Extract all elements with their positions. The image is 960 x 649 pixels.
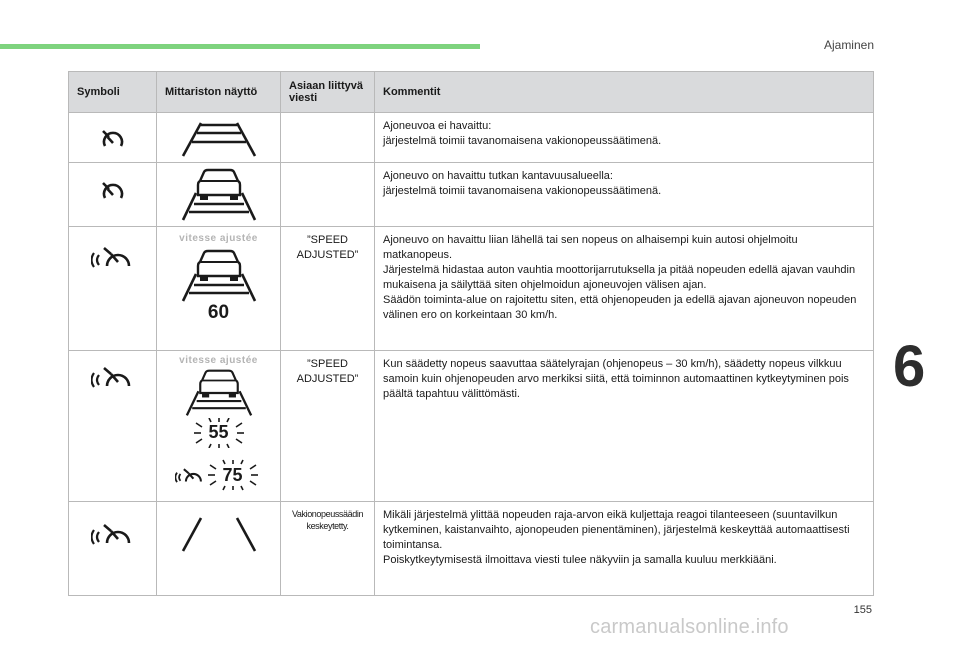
message-cell: ”SPEED ADJUSTED”	[281, 351, 375, 502]
display-banner: vitesse ajustée	[179, 233, 258, 244]
message-text: Vakionopeussäädin keskeytetty.	[291, 509, 364, 531]
table-row	[69, 351, 874, 502]
display-speed: 55	[208, 422, 229, 442]
comment-line: Ajoneuvo on havaittu liian lähellä tai sen nopeus on alhaisempi kuin autosi ohjelmoitu matkanopeus.	[383, 234, 798, 261]
message-cell	[281, 113, 375, 163]
comment-line: Mikäli järjestelmä ylittää nopeuden raja-arvon eikä kuljettaja reagoi tilanteeseen (suuntavilkun kytkeminen, kaistanvaihto, ajonopeuden pienentäminen), järjestelmä keskeyttää automaattisesti toimintansa.	[383, 509, 850, 551]
page-number: 155	[853, 604, 872, 616]
column-header-comments: Kommentit	[375, 72, 874, 113]
column-header-display: Mittariston näyttö	[157, 72, 281, 113]
display-cell	[157, 351, 281, 502]
display-cell	[157, 163, 281, 227]
comment-cell	[375, 227, 874, 351]
comment-line: järjestelmä toimii tavanomaisena vakionopeussäätimenä.	[383, 185, 662, 197]
symbol-cell	[69, 113, 157, 163]
comment-line: järjestelmä toimii tavanomaisena vakionopeussäätimenä.	[383, 135, 662, 147]
adaptive-cruise-control-icon	[175, 464, 205, 488]
table-row	[69, 502, 874, 596]
table-header-row	[69, 72, 874, 113]
lane-with-vehicle-icon	[169, 368, 269, 418]
comment-cell	[375, 502, 874, 596]
comment-line: Kun säädetty nopeus saavuttaa säätelyrajan (ohjenopeus – 30 km/h), säädetty nopeus vilkkuu samoin kuin ohjenopeuden arvo merkiksi siitä, että toiminnon automaattinen kytkeytyminen pois päältä tapahtuu välittömästi.	[383, 358, 849, 400]
symbol-cell	[69, 227, 157, 351]
comment-line: Ajoneuvo on havaittu tutkan kantavuusalueella:	[383, 170, 613, 182]
comment-line: Poiskytkeytymisestä ilmoittava viesti tulee näkyviin ja samalla kuuluu merkkiääni.	[383, 554, 777, 566]
display-cell	[157, 502, 281, 596]
symbol-cell	[69, 351, 157, 502]
comment-line: Järjestelmä hidastaa auton vauhtia moottorijarrutuksella ja pitää nopeuden edellä ajavan vauhdin mukaisena ja säilyttää siten ohjelmoidun ajoneuvojen välisen ajan.	[383, 264, 856, 291]
comment-line: Säädön toiminta-alue on rajoitettu siten, että ohjenopeuden ja edellä ajavan ajoneuvon nopeuden välinen ero on korkeintaan 30 km/h.	[383, 294, 857, 321]
lane-lines-icon	[169, 119, 269, 159]
lane-with-vehicle-icon	[169, 167, 269, 223]
comment-cell	[375, 351, 874, 502]
table-row	[69, 163, 874, 227]
message-cell	[281, 163, 375, 227]
adaptive-cruise-control-icon	[91, 518, 135, 552]
message-cell	[281, 502, 375, 596]
symbol-cell	[69, 502, 157, 596]
column-header-message: Asiaan liittyvä viesti	[281, 72, 375, 113]
blinking-speed	[189, 418, 249, 448]
section-title: Ajaminen	[823, 38, 874, 52]
display-cell	[157, 227, 281, 351]
adaptive-cruise-control-icon	[91, 361, 135, 395]
adaptive-cruise-control-icon	[91, 241, 135, 275]
lane-edges-icon	[169, 514, 269, 554]
table-row	[69, 113, 874, 163]
table-row	[69, 227, 874, 351]
symbol-cell	[69, 163, 157, 227]
column-header-symbol: Symboli	[69, 72, 157, 113]
watermark: carmanualsonline.info	[590, 616, 789, 638]
comment-cell	[375, 113, 874, 163]
display-speed: 60	[207, 302, 230, 323]
setpoint-speed: 75	[222, 465, 243, 485]
blinking-setpoint	[169, 458, 269, 492]
comment-line: Ajoneuvoa ei havaittu:	[383, 120, 492, 132]
message-cell: ”SPEED ADJUSTED”	[281, 227, 375, 351]
top-accent-bar	[0, 44, 480, 49]
display-banner: vitesse ajustée	[179, 355, 258, 366]
cruise-control-icon	[93, 125, 133, 155]
cruise-control-icon	[93, 177, 133, 207]
lane-with-vehicle-icon	[169, 248, 269, 304]
cruise-control-status-table	[68, 71, 874, 596]
comment-cell	[375, 163, 874, 227]
display-cell	[157, 113, 281, 163]
chapter-number: 6	[893, 334, 926, 399]
